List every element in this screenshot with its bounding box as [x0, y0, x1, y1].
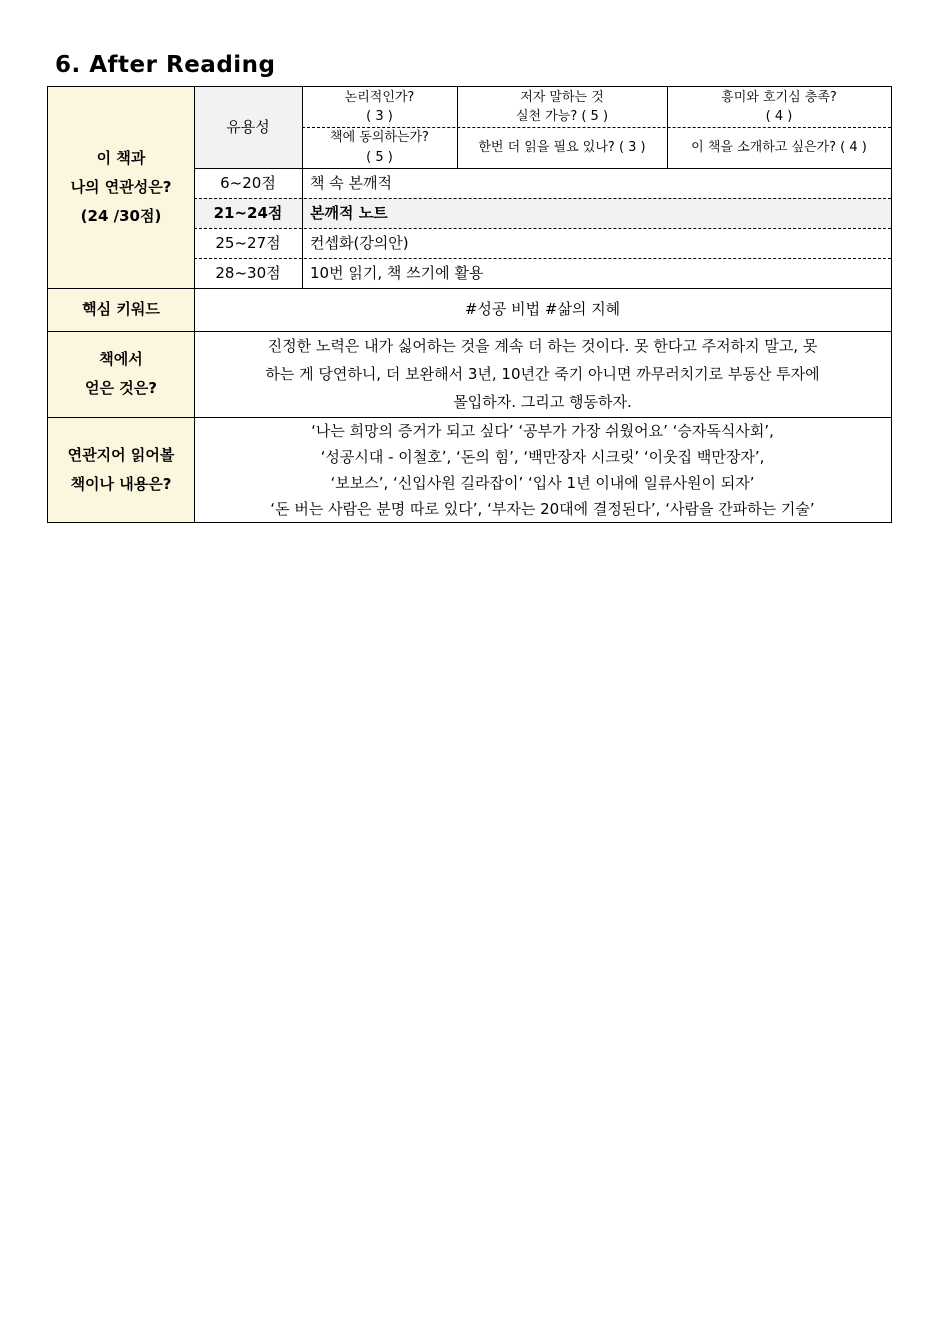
criterion-score: ( 5 ): [366, 149, 393, 165]
related-line: ‘보보스’, ‘신입사원 길라잡이’ ‘입사 1년 이내에 일류사원이 되자’: [330, 473, 755, 492]
range-cell: [194, 168, 302, 198]
criterion-question: 흥미와 호기심 충족?: [721, 90, 837, 105]
criterion-question: 책에 동의하는가?: [330, 129, 429, 145]
range-action: [302, 258, 891, 288]
keywords-header: [48, 288, 194, 331]
criterion-interest: [667, 87, 891, 127]
criterion-question: 이 책을 소개하고 싶은가? ( 4 ): [691, 139, 867, 155]
range-text: 6~20점: [220, 173, 276, 192]
gained-line: 몰입하자. 그리고 행동하자.: [453, 393, 632, 411]
range-text: 25~27점: [215, 233, 281, 252]
relevance-header-line: (24 /30점): [80, 207, 162, 225]
row-divider-dashed: [194, 258, 891, 259]
related-header: [48, 417, 194, 522]
table-border-top: [47, 86, 892, 87]
gained-content: [194, 331, 891, 417]
range-text: 28~30점: [215, 263, 281, 282]
criterion-question: 실천 가능? ( 5 ): [515, 109, 609, 124]
criterion-question: 저자 말하는 것: [520, 90, 604, 105]
range-action: [302, 228, 891, 258]
related-content: [194, 417, 891, 522]
row-divider-dashed: [194, 228, 891, 229]
header-divider: [194, 86, 195, 523]
range-action-selected: [302, 198, 891, 228]
section-divider: [47, 331, 892, 332]
range-cell: [194, 228, 302, 258]
section-divider: [47, 288, 892, 289]
relevance-header-line: 나의 연관성은?: [70, 178, 172, 196]
criterion-score: ( 4 ): [765, 109, 793, 124]
gained-header: [48, 331, 194, 417]
gained-line: 하는 게 당연하니, 더 보완해서 3년, 10년간 죽기 아니면 까무러치기로 부동산 투자에: [265, 365, 820, 383]
table-border-left: [47, 86, 48, 523]
related-line: ‘나는 희망의 증거가 되고 싶다’ ‘공부가 가장 쉬웠어요’ ‘승자독식사회’,: [311, 421, 774, 440]
related-label-line: 책이나 내용은?: [70, 474, 172, 493]
criterion-reread: [457, 127, 667, 168]
keywords-text: #성공 비법 #삶의 지혜: [464, 300, 621, 318]
criterion-question: 논리적인가?: [344, 90, 415, 105]
row-divider-dashed: [302, 127, 891, 128]
related-line: ‘성공시대 - 이철호’, ‘돈의 힘’, ‘백만장자 시크릿’ ‘이웃집 백만장자’,: [320, 447, 765, 466]
col-divider: [667, 86, 668, 168]
related-label-line: 연관지어 읽어볼: [67, 445, 175, 464]
relevance-header-line: 이 책과: [96, 149, 146, 167]
criterion-score: ( 3 ): [366, 109, 393, 124]
table-border-bottom: [47, 522, 892, 523]
gained-line: 진정한 노력은 내가 싫어하는 것을 계속 더 하는 것이다. 못 한다고 주저하지 말고, 못: [267, 337, 818, 355]
row-divider: [194, 168, 891, 169]
section-divider: [47, 417, 892, 418]
criterion-recommend: [667, 127, 891, 168]
row-divider-dashed: [194, 198, 891, 199]
keywords-label: 핵심 키워드: [82, 300, 160, 318]
criterion-agree: [302, 127, 457, 168]
related-line: ‘돈 버는 사람은 분명 따로 있다’, ‘부자는 20대에 결정된다’, ‘사람을 간파하는 기술’: [270, 499, 815, 518]
range-cell: [194, 258, 302, 288]
col-divider: [302, 86, 303, 288]
criterion-practicable: [457, 87, 667, 127]
criterion-logical: [302, 87, 457, 127]
range-action-text: 컨셉화(강의안): [310, 233, 409, 252]
keywords-value: [194, 288, 891, 331]
gained-label-line: 책에서: [99, 350, 143, 368]
gained-label-line: 얻은 것은?: [85, 379, 157, 397]
table-border-right: [891, 86, 892, 523]
page-title: 6. After Reading: [55, 52, 276, 78]
range-action-text: 10번 읽기, 책 쓰기에 활용: [310, 263, 484, 282]
usefulness-label: [194, 87, 302, 168]
range-text: 21~24점: [213, 203, 283, 222]
usefulness-label-text: 유용성: [226, 118, 270, 136]
criterion-question: 한번 더 읽을 필요 있나? ( 3 ): [478, 139, 646, 155]
relevance-header: [48, 87, 194, 288]
range-cell-selected: [194, 198, 302, 228]
col-divider: [457, 86, 458, 168]
range-action-text: 본깨적 노트: [310, 203, 388, 222]
range-action: [302, 168, 891, 198]
range-action-text: 책 속 본깨적: [310, 173, 392, 192]
